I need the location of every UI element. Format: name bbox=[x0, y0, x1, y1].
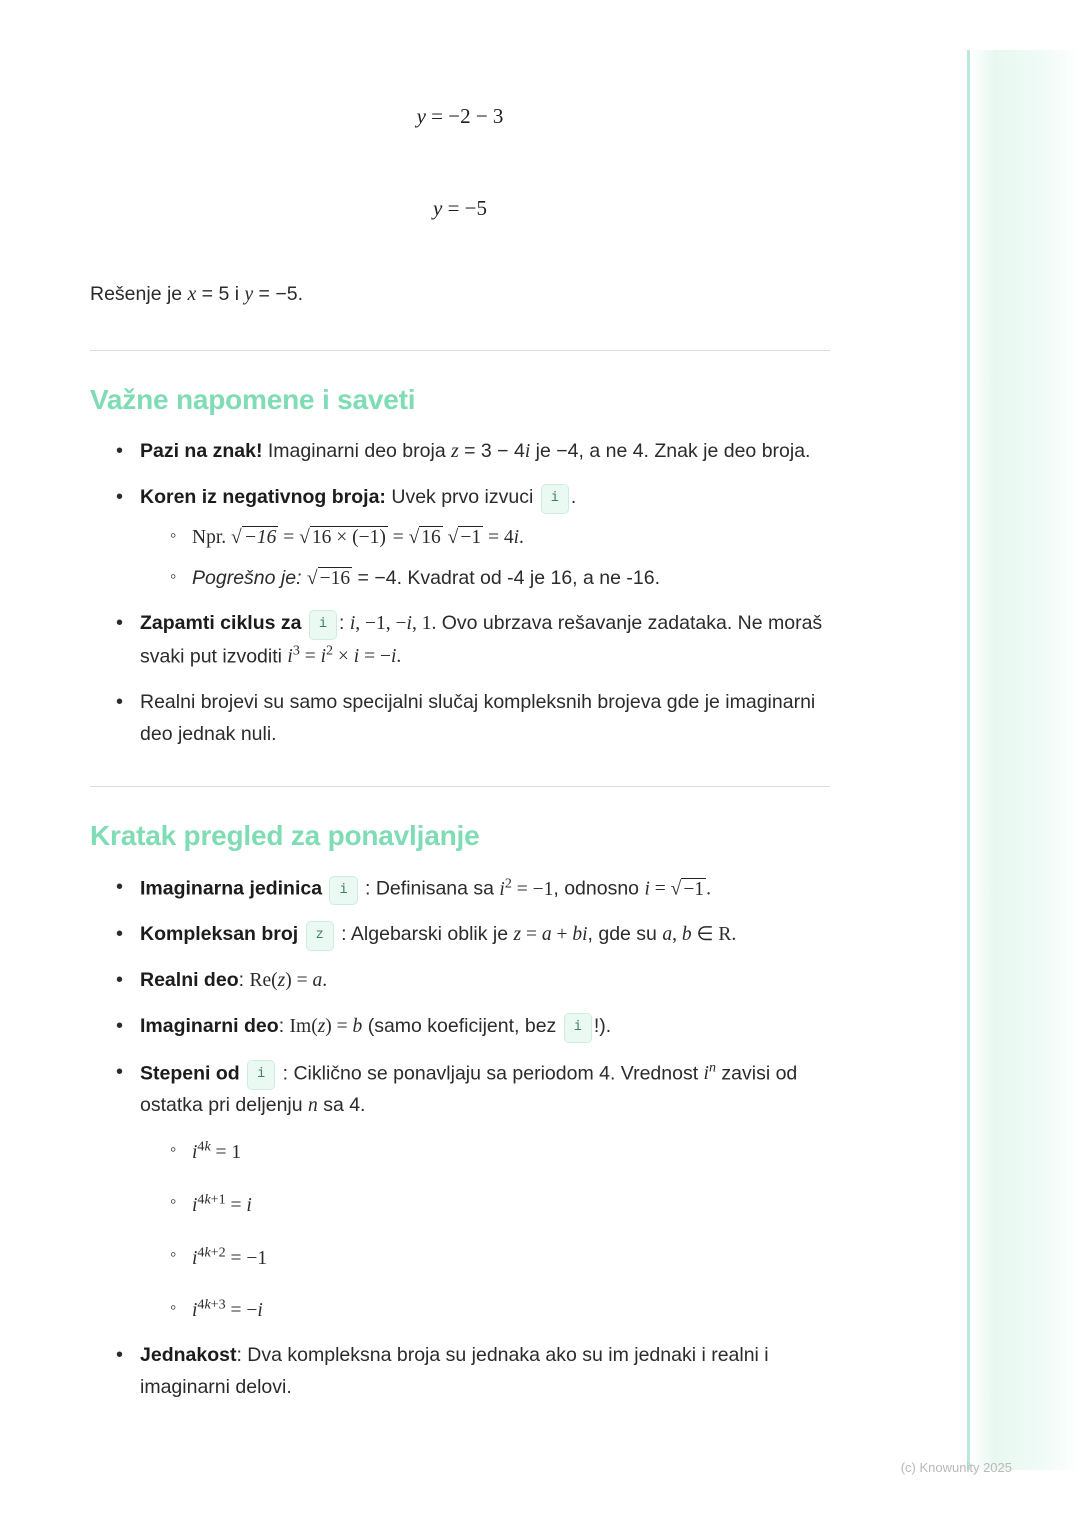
copyright-footer: (c) Knowunity 2025 bbox=[900, 1460, 1012, 1475]
sub-list-item: ◦ $i^{4k+1} = i$ bbox=[176, 1188, 830, 1221]
item-lead: Jednakost bbox=[140, 1344, 237, 1367]
summary-list bbox=[90, 872, 830, 1404]
list-item: • Kompleksan broj z : Algebarski oblik je z = a + bi, gde su a, b ∈ R. bbox=[124, 919, 830, 951]
equation-2: y = −5 bbox=[432, 196, 487, 220]
sub-list-item: ◦ Npr. √ −16 = √ 16 × (−1) = √ 16 √ −1 = 4i. bbox=[176, 522, 830, 553]
sub-list-item: ◦ $i^{4k} = 1$ bbox=[176, 1136, 830, 1169]
list-item: • Zapamti ciklus za i : i, −1, −i, 1. Ovo ubrzava rešavanje zadataka. Ne moraš svaki put izvoditi $i^3 = i^2 \times i = -i$. bbox=[124, 608, 830, 673]
code-chip-i: i bbox=[564, 1013, 592, 1043]
sub-item-lead: Pogrešno je: bbox=[192, 566, 302, 589]
code-chip-i: i bbox=[329, 876, 357, 906]
code-chip-z: z bbox=[306, 921, 334, 951]
list-item: • Imaginarna jedinica i : Definisana sa $i^2 = -1$, odnosno i = √ −1 . bbox=[124, 872, 830, 905]
item-lead: Imaginarna jedinica bbox=[140, 877, 323, 900]
list-item: • Realni deo: Re(z) = a. bbox=[124, 965, 830, 997]
item-lead: Stepeni od bbox=[140, 1062, 240, 1085]
item-lead: Zapamti ciklus za bbox=[140, 612, 302, 635]
item-lead: Kompleksan broj bbox=[140, 923, 299, 946]
decorative-side-band bbox=[967, 50, 1080, 1470]
code-chip-i: i bbox=[541, 484, 569, 514]
list-item: • Pazi na znak! Imaginarni deo broja z = 3 − 4i je −4, a ne 4. Znak je deo broja. bbox=[124, 436, 830, 468]
solution-line: Rešenje je x = 5 i y = −5. bbox=[90, 283, 303, 305]
sub-list-item: ◦ $i^{4k+3} = -i$ bbox=[176, 1294, 830, 1327]
document-content bbox=[90, 0, 830, 1418]
sub-list bbox=[140, 1136, 830, 1327]
section-title-notes: Važne napomene i saveti bbox=[90, 384, 416, 416]
item-lead: Pazi na znak! bbox=[140, 440, 263, 463]
item-lead: Realni deo bbox=[140, 969, 239, 992]
list-item: • Stepeni od i : Ciklično se ponavljaju sa periodom 4. Vrednost $i^n$ zavisi od ostatka pri deljenju n sa 4. ◦ $i^{4k} = 1$ ◦ $i^{4k+1} = i$ ◦ $i^{4k+2} = -1$ ◦ $i^{4k+3} = -i$ bbox=[124, 1057, 830, 1327]
sub-list-item: ◦ Pogrešno je: √ −16 = −4. Kvadrat od -4 je 16, a ne -16. bbox=[176, 563, 830, 594]
notes-list bbox=[90, 436, 830, 750]
sub-list bbox=[140, 522, 830, 594]
item-lead: Koren iz negativnog broja: bbox=[140, 485, 386, 508]
list-item: • Jednakost: Dva kompleksna broja su jednaka ako su im jednaki i realni i imaginarni delovi. bbox=[124, 1340, 830, 1403]
item-lead: Imaginarni deo bbox=[140, 1014, 279, 1037]
equation-1: y = −2 − 3 bbox=[416, 104, 504, 128]
list-item: • Realni brojevi su samo specijalni slučaj kompleksnih brojeva gde je imaginarni deo jednak nuli. bbox=[124, 687, 830, 750]
list-item: • Koren iz negativnog broja: Uvek prvo izvuci i . ◦ Npr. √ −16 = √ 16 × (−1) = √ 16 √ −1 = 4i. ◦ Pogrešno je: √ −16 = −4. Kvadrat od -4 je 16, a ne -16. bbox=[124, 482, 830, 594]
section-divider-1 bbox=[90, 350, 830, 351]
code-chip-i: i bbox=[309, 610, 337, 640]
section-divider-2 bbox=[90, 786, 830, 787]
section-title-summary: Kratak pregled za ponavljanje bbox=[90, 820, 480, 852]
sub-list-item: ◦ $i^{4k+2} = -1$ bbox=[176, 1241, 830, 1274]
list-item: • Imaginarni deo: Im(z) = b (samo koeficijent, bez i !). bbox=[124, 1011, 830, 1043]
code-chip-i: i bbox=[247, 1060, 275, 1090]
